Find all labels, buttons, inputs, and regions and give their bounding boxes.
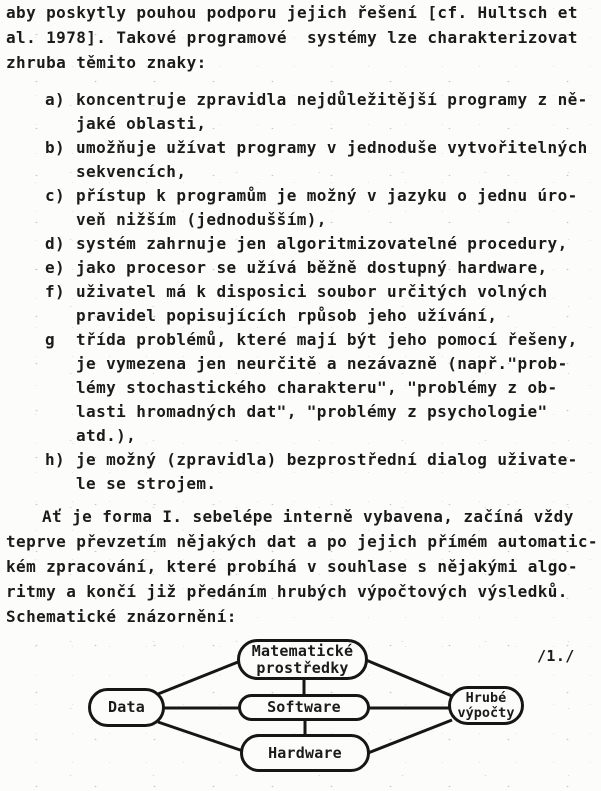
text-line: teprve převzetím nějakých dat a po jejich přímém automatic- [6,532,598,551]
text-line: Ať je forma I. sebelépe interně vybavena, začíná vždy [42,507,574,526]
node-label: Hrubé [465,689,507,706]
text-line: kém zpracování, které probíhá v souhlase s nějakými algo- [6,557,578,576]
text-line: le se strojem. [76,474,217,493]
list-item [0,184,601,232]
text-line: umožňuje užívat programy v jednoduše vytvořitelných [76,138,588,157]
text-line: al. 1978]. Takové programové systémy lze charakterizovat [6,28,578,47]
figure-number-label: /1./ [537,647,575,665]
text-line: sekvencích, [76,162,187,181]
text-line: aby poskytly pouhou podporu jejich řešení [cf. Hultsch et [6,3,578,22]
closing-paragraph [0,504,601,629]
text-line: koncentruje zpravidla nejdůležitější programy z ně- [76,90,588,109]
text-line: veň nižším (jednodušším), [76,210,327,229]
node-label: prostředky [256,658,349,677]
list-item-label: f) [45,282,66,301]
intro-paragraph [0,0,601,75]
schema-diagram [0,630,601,791]
text-line: jaké oblasti, [76,114,207,133]
text-line: ritmy a končí již předáním hrubých výpočtových výsledků. [6,582,568,601]
text-line: třída problémů, které mají být jeho pomocí řešeny, [76,330,578,349]
node-label: Matematické [251,641,354,660]
list-item [0,448,601,496]
text-line: Schematické znázornění: [6,607,237,626]
list-item-label: a) [45,90,66,109]
list-item-label: d) [45,234,66,253]
list-item-label: h) [45,450,66,469]
text-line: je možný (zpravidla) bezprostřední dialog uživate- [76,450,578,469]
diagram-node-rough-computations [448,686,524,725]
feature-list [0,88,601,496]
text-line: přístup k programům je možný v jazyku o jednu úro- [76,186,578,205]
text-line: je vymezena jen neurčitě a nezávazně (např."prob- [76,354,568,373]
node-label: Hardware [268,743,342,762]
diagram-node-hardware [240,734,370,772]
node-label: Data [108,698,145,716]
list-item [0,88,601,136]
text-line: atd.), [76,426,137,445]
diagram-node-software [238,694,370,721]
list-item [0,232,601,256]
list-item [0,328,601,448]
list-item-label: b) [45,138,66,157]
text-line: uživatel má k disposici soubor určitých volných [76,282,548,301]
text-line: pravidel popisujících rpůsob jeho užívání, [76,306,498,325]
diagram-node-mathematical-tools [237,639,368,680]
text-line: lémy stochastického charakteru", "problémy z ob- [76,378,558,397]
list-item-label: g [45,330,56,349]
list-item [0,136,601,184]
text-line: zhruba těmito znaky: [6,53,207,72]
list-item [0,280,601,328]
list-item [0,256,601,280]
list-item-label: e) [45,258,66,277]
diagram-node-data [88,688,165,727]
node-label: Software [267,698,341,716]
text-line: jako procesor se užívá běžně dostupný hardware, [76,258,548,277]
text-line: lasti hromadných dat", "problémy z psychologie" [76,402,548,421]
list-item-label: c) [45,186,66,205]
text-line: systém zahrnuje jen algoritmizovatelné procedury, [76,234,568,253]
node-label: výpočty [457,704,515,721]
